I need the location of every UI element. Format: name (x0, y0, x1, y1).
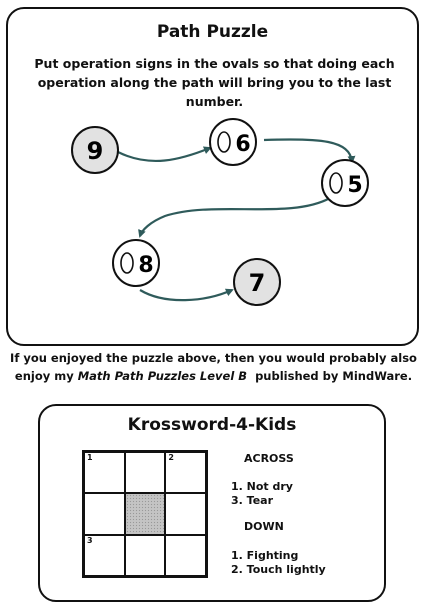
caption-line-2 (0, 367, 427, 385)
cell-number: 1 (87, 453, 93, 462)
path-arrow (264, 139, 352, 162)
puzzle-instructions: Put operation signs in the ovals so that doing each operation along the path will bring you to the last number. (34, 56, 395, 109)
path-arrow (118, 148, 210, 161)
grid-cell[interactable] (84, 535, 125, 576)
grid-cell[interactable] (84, 452, 125, 493)
path-node (322, 160, 368, 206)
cell-number: 3 (87, 535, 93, 545)
book-title: Math Path Puzzles Level B (77, 369, 248, 383)
cell-number: 2 (168, 453, 174, 462)
path-node (234, 259, 280, 305)
across-clue: 3. Tear (231, 494, 274, 507)
node-value: 5 (347, 173, 363, 198)
operation-oval[interactable] (330, 173, 342, 193)
crossword-grid (82, 450, 208, 578)
grid-cell[interactable] (165, 452, 206, 493)
across-heading: ACROSS (244, 452, 294, 465)
down-clue: 1. Fighting (231, 549, 299, 562)
puzzle-title: Path Puzzle (156, 22, 269, 42)
grid-cell[interactable] (125, 452, 166, 493)
path-arrow (140, 290, 232, 300)
node-value: 7 (248, 269, 266, 297)
path-node (113, 240, 159, 286)
node-value: 6 (235, 132, 251, 157)
caption-line-1: If you enjoyed the puzzle above, then you would probably also (10, 351, 417, 365)
across-clue: 1. Not dry (231, 480, 293, 493)
path-arrow (140, 198, 330, 236)
grid-cell[interactable] (165, 535, 206, 576)
caption-prefix: enjoy my (14, 369, 78, 383)
operation-oval[interactable] (121, 253, 133, 273)
grid-cell (125, 493, 166, 534)
caption-suffix: published by MindWare. (247, 369, 413, 383)
down-clue: 2. Touch lightly (231, 563, 326, 576)
down-heading: DOWN (244, 520, 284, 533)
krossword-card (38, 404, 386, 602)
node-value: 8 (138, 253, 154, 278)
operation-oval[interactable] (218, 132, 230, 152)
grid-cell[interactable] (165, 493, 206, 534)
grid-cell[interactable] (84, 493, 125, 534)
node-value: 9 (86, 137, 104, 165)
path-node (210, 119, 256, 165)
krossword-title: Krossword-4-Kids (127, 415, 297, 435)
grid-cell[interactable] (125, 535, 166, 576)
path-node (72, 127, 118, 173)
